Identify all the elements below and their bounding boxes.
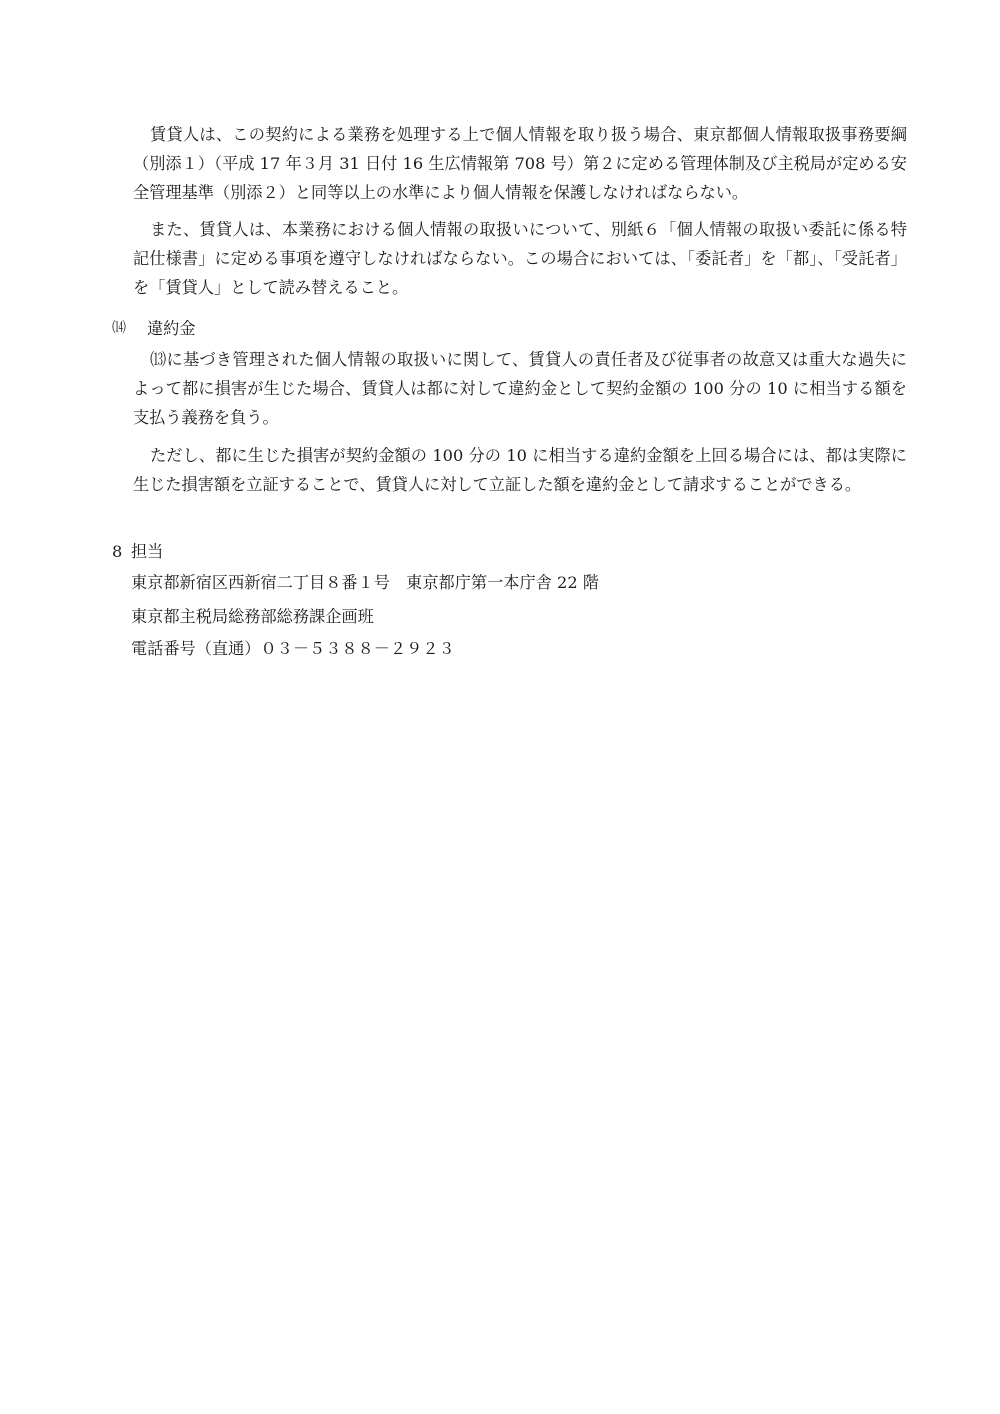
penalty-paragraph: ⒀に基づき管理された個人情報の取扱いに関して、賃貸人の責任者及び従事者の故意又は重大な過失によって都に損害が生じた場合、賃貸人は都に対して違約金として契約金額の 100 分の 10 に相当する額を支払う義務を負う。: [133, 350, 907, 427]
penalty-excess-paragraph: ただし、都に生じた損害が契約金額の 100 分の 10 に相当する違約金額を上回る場合には、都は実際に生じた損害額を立証することで、賃貸人に対して立証した額を違約金として請求することができる。: [133, 446, 907, 494]
section-8-title: 担当: [131, 542, 164, 561]
section-8-number: 8: [112, 542, 123, 561]
contact-address: 東京都新宿区西新宿二丁目８番１号 東京都庁第一本庁舎 22 階: [131, 573, 599, 592]
privacy-specification-paragraph: また、賃貸人は、本業務における個人情報の取扱いについて、別紙６「個人情報の取扱い委託に係る特記仕様書」に定める事項を遵守しなければならない。この場合においては、「委託者」を「都」、「受託者」を「賃貸人」として読み替えること。: [133, 220, 907, 297]
section-14-number: ⒁: [112, 320, 126, 336]
section-14-title: 違約金: [147, 319, 196, 338]
contact-department: 東京都主税局総務部総務課企画班: [131, 607, 374, 626]
contact-phone: 電話番号（直通）０３－５３８８－２９２３: [131, 639, 455, 658]
privacy-protection-paragraph: 賃貸人は、この契約による業務を処理する上で個人情報を取り扱う場合、東京都個人情報取扱事務要綱（別添１）（平成 17 年３月 31 日付 16 生広情報第 708 号）第２に定める管理体制及び主税局が定める安全管理基準（別添２）と同等以上の水準により個人情報を保護しなければならない。: [133, 125, 907, 202]
